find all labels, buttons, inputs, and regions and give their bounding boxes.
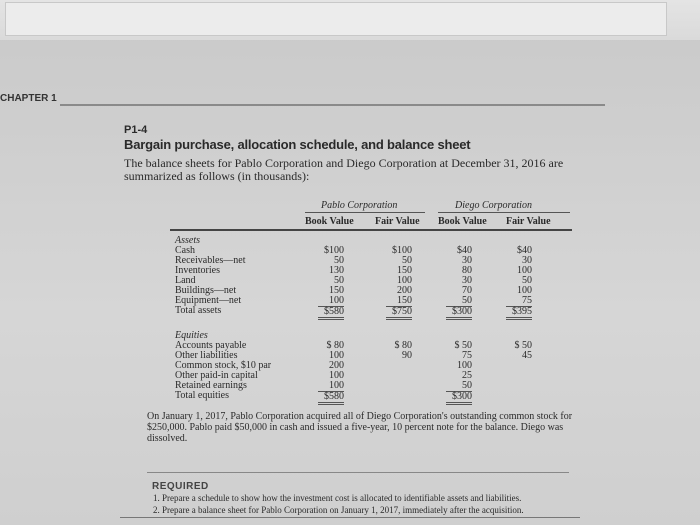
value-cell: 80 (462, 265, 472, 276)
value-cell: 100 (329, 380, 344, 391)
value-cell: 50 (334, 275, 344, 286)
chapter-label: CHAPTER 1 (0, 93, 57, 104)
value-cell: $40 (517, 245, 532, 256)
value-cell: $100 (392, 245, 412, 256)
asset-label: Cash (175, 245, 195, 256)
value-cell: 50 (462, 295, 472, 306)
problem-title: Bargain purchase, allocation schedule, and balance sheet (124, 137, 471, 152)
pablo-fair-value-header: Fair Value (375, 216, 420, 227)
top-bar (0, 0, 700, 40)
total-cell: $580 (318, 391, 344, 405)
value-cell: 130 (329, 265, 344, 276)
pablo-book-assets (318, 246, 344, 320)
header-rule (60, 104, 605, 106)
asset-label: Receivables—net (175, 255, 246, 266)
asset-label: Inventories (175, 265, 220, 276)
value-cell: 150 (329, 285, 344, 296)
value-cell: 75 (462, 350, 472, 361)
value-cell: 100 (329, 295, 344, 306)
required-item-1: 1. Prepare a schedule to show how the investment cost is allocated to identifiable assets and liabilities. (153, 493, 522, 503)
problem-number: P1-4 (124, 124, 148, 136)
pablo-heading: Pablo Corporation (321, 200, 398, 211)
value-cell: 30 (522, 255, 532, 266)
value-cell: 150 (397, 295, 412, 306)
diego-book-assets (446, 246, 472, 320)
diego-fair-equities (506, 341, 532, 361)
value-cell: 150 (397, 265, 412, 276)
asset-label: Land (175, 275, 196, 286)
diego-book-value-header: Book Value (438, 216, 487, 227)
section-rule (147, 472, 569, 473)
pablo-fair-assets (386, 246, 412, 320)
value-cell: 100 (517, 285, 532, 296)
value-cell: 50 (462, 380, 472, 391)
pablo-book-equities (318, 341, 344, 405)
pablo-book-value-header: Book Value (305, 216, 354, 227)
value-cell: 30 (462, 255, 472, 266)
diego-book-equities (446, 341, 472, 405)
acquisition-paragraph: On January 1, 2017, Pablo Corporation acquired all of Diego Corporation's outstanding common stock for $250,000. Pablo paid $50,000 in cash and issued a five-year, 10 percent note for the balance. Diego was dissolved. (147, 411, 573, 444)
total-cell: $300 (446, 391, 472, 405)
equity-label: Total equities (175, 390, 230, 401)
total-cell: $580 (318, 306, 344, 320)
value-cell: 30 (462, 275, 472, 286)
value-cell: 70 (462, 285, 472, 296)
top-strip (5, 2, 667, 36)
equity-label: Common stock, $10 par (175, 360, 272, 371)
value-cell: $40 (457, 245, 472, 256)
diego-heading: Diego Corporation (455, 200, 532, 211)
value-cell: $ 50 (514, 340, 532, 351)
pablo-fair-equities (386, 341, 412, 361)
value-cell: $ 80 (326, 340, 344, 351)
value-cell: 100 (517, 265, 532, 276)
value-cell: 100 (329, 370, 344, 381)
value-cell: 45 (522, 350, 532, 361)
value-cell: 200 (329, 360, 344, 371)
equity-label: Other liabilities (175, 350, 238, 361)
total-cell: $300 (446, 306, 472, 320)
value-cell: 100 (329, 350, 344, 361)
value-cell: 25 (462, 370, 472, 381)
total-cell: $750 (386, 306, 412, 320)
diego-fair-value-header: Fair Value (506, 216, 551, 227)
diego-fair-assets (506, 246, 532, 320)
value-cell: 50 (334, 255, 344, 266)
asset-labels (175, 236, 246, 316)
value-cell: $100 (324, 245, 344, 256)
value-cell: 75 (522, 295, 532, 306)
equity-labels (175, 331, 271, 401)
total-cell: $395 (506, 306, 532, 320)
diego-heading-rule (438, 212, 570, 213)
asset-label: Buildings—net (175, 285, 237, 296)
value-cell: 200 (397, 285, 412, 296)
assets-heading: Assets (175, 235, 200, 246)
asset-label: Equipment—net (175, 295, 242, 306)
value-cell: 100 (397, 275, 412, 286)
value-cell: 50 (402, 255, 412, 266)
value-cell: 90 (402, 350, 412, 361)
table-header-rule (170, 229, 572, 231)
problem-intro: The balance sheets for Pablo Corporation and Diego Corporation at December 31, 2016 are summarized as follows (in thousands): (124, 156, 564, 183)
required-item-2: 2. Prepare a balance sheet for Pablo Corporation on January 1, 2017, immediately after the acquisition. (153, 505, 524, 515)
value-cell: $ 80 (394, 340, 412, 351)
value-cell: $ 50 (454, 340, 472, 351)
equity-label: Other paid-in capital (175, 370, 258, 381)
equities-heading: Equities (175, 330, 208, 341)
value-cell: 50 (522, 275, 532, 286)
asset-label: Total assets (175, 305, 222, 316)
bottom-rule (120, 517, 580, 518)
equity-label: Accounts payable (175, 340, 247, 351)
pablo-heading-rule (305, 212, 425, 213)
equity-label: Retained earnings (175, 380, 247, 391)
required-heading: REQUIRED (152, 481, 209, 492)
value-cell: 100 (457, 360, 472, 371)
